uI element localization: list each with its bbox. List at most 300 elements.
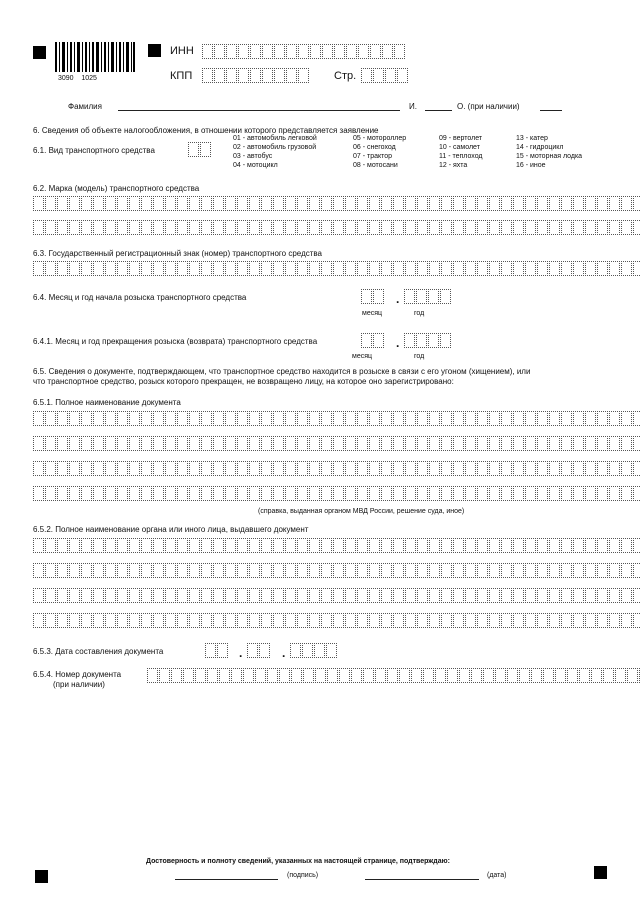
input-cell[interactable] bbox=[45, 588, 56, 603]
input-cell[interactable] bbox=[373, 68, 384, 83]
input-cell[interactable] bbox=[597, 411, 608, 426]
input-cell[interactable] bbox=[262, 68, 273, 83]
input-cell[interactable] bbox=[393, 436, 404, 451]
input-cell[interactable] bbox=[225, 261, 236, 276]
search-end-month-field[interactable] bbox=[361, 333, 385, 348]
input-cell[interactable] bbox=[428, 289, 439, 304]
input-cell[interactable] bbox=[549, 261, 560, 276]
input-cell[interactable] bbox=[561, 486, 572, 501]
input-cell[interactable] bbox=[621, 411, 632, 426]
input-cell[interactable] bbox=[393, 196, 404, 211]
input-cell[interactable] bbox=[105, 613, 116, 628]
input-cell[interactable] bbox=[45, 486, 56, 501]
input-cell[interactable] bbox=[105, 563, 116, 578]
input-cell[interactable] bbox=[513, 563, 524, 578]
input-cell[interactable] bbox=[189, 220, 200, 235]
input-cell[interactable] bbox=[213, 486, 224, 501]
input-cell[interactable] bbox=[441, 411, 452, 426]
input-cell[interactable] bbox=[345, 411, 356, 426]
input-cell[interactable] bbox=[615, 668, 626, 683]
input-cell[interactable] bbox=[93, 261, 104, 276]
document-date-day-field[interactable] bbox=[205, 643, 229, 658]
input-cell[interactable] bbox=[285, 411, 296, 426]
input-cell[interactable] bbox=[381, 411, 392, 426]
input-cell[interactable] bbox=[585, 563, 596, 578]
input-cell[interactable] bbox=[585, 261, 596, 276]
input-cell[interactable] bbox=[189, 613, 200, 628]
input-cell[interactable] bbox=[279, 668, 290, 683]
input-cell[interactable] bbox=[57, 261, 68, 276]
input-cell[interactable] bbox=[345, 613, 356, 628]
input-cell[interactable] bbox=[247, 643, 258, 658]
input-cell[interactable] bbox=[405, 538, 416, 553]
input-cell[interactable] bbox=[315, 668, 326, 683]
input-cell[interactable] bbox=[361, 333, 372, 348]
input-cell[interactable] bbox=[177, 538, 188, 553]
input-cell[interactable] bbox=[597, 613, 608, 628]
input-cell[interactable] bbox=[298, 68, 309, 83]
input-cell[interactable] bbox=[117, 261, 128, 276]
input-cell[interactable] bbox=[513, 588, 524, 603]
input-cell[interactable] bbox=[225, 411, 236, 426]
input-cell[interactable] bbox=[549, 563, 560, 578]
input-cell[interactable] bbox=[57, 588, 68, 603]
input-cell[interactable] bbox=[189, 411, 200, 426]
input-cell[interactable] bbox=[93, 220, 104, 235]
input-cell[interactable] bbox=[633, 411, 640, 426]
input-cell[interactable] bbox=[57, 196, 68, 211]
input-cell[interactable] bbox=[453, 613, 464, 628]
input-cell[interactable] bbox=[205, 643, 216, 658]
input-cell[interactable] bbox=[105, 261, 116, 276]
document-date-month-field[interactable] bbox=[247, 643, 271, 658]
input-cell[interactable] bbox=[231, 668, 242, 683]
input-cell[interactable] bbox=[207, 668, 218, 683]
input-cell[interactable] bbox=[333, 261, 344, 276]
input-cell[interactable] bbox=[217, 643, 228, 658]
input-cell[interactable] bbox=[153, 411, 164, 426]
input-cell[interactable] bbox=[57, 486, 68, 501]
input-cell[interactable] bbox=[585, 613, 596, 628]
input-cell[interactable] bbox=[201, 461, 212, 476]
input-cell[interactable] bbox=[453, 588, 464, 603]
input-cell[interactable] bbox=[435, 668, 446, 683]
input-cell[interactable] bbox=[201, 220, 212, 235]
input-cell[interactable] bbox=[213, 461, 224, 476]
input-cell[interactable] bbox=[261, 613, 272, 628]
input-cell[interactable] bbox=[117, 538, 128, 553]
input-cell[interactable] bbox=[585, 538, 596, 553]
input-cell[interactable] bbox=[357, 461, 368, 476]
input-cell[interactable] bbox=[237, 220, 248, 235]
input-cell[interactable] bbox=[345, 588, 356, 603]
input-cell[interactable] bbox=[93, 486, 104, 501]
input-cell[interactable] bbox=[501, 461, 512, 476]
input-cell[interactable] bbox=[153, 538, 164, 553]
input-cell[interactable] bbox=[441, 588, 452, 603]
input-cell[interactable] bbox=[285, 261, 296, 276]
input-cell[interactable] bbox=[525, 538, 536, 553]
input-cell[interactable] bbox=[357, 261, 368, 276]
input-cell[interactable] bbox=[69, 196, 80, 211]
input-cell[interactable] bbox=[117, 613, 128, 628]
input-cell[interactable] bbox=[339, 668, 350, 683]
input-cell[interactable] bbox=[357, 613, 368, 628]
input-cell[interactable] bbox=[273, 486, 284, 501]
input-cell[interactable] bbox=[141, 411, 152, 426]
input-cell[interactable] bbox=[627, 668, 638, 683]
input-cell[interactable] bbox=[261, 220, 272, 235]
input-cell[interactable] bbox=[525, 196, 536, 211]
input-cell[interactable] bbox=[416, 333, 427, 348]
input-cell[interactable] bbox=[201, 613, 212, 628]
input-cell[interactable] bbox=[45, 261, 56, 276]
input-cell[interactable] bbox=[249, 538, 260, 553]
input-cell[interactable] bbox=[369, 461, 380, 476]
input-cell[interactable] bbox=[81, 563, 92, 578]
input-cell[interactable] bbox=[597, 220, 608, 235]
document-number-field[interactable] bbox=[147, 668, 640, 683]
input-cell[interactable] bbox=[105, 588, 116, 603]
input-cell[interactable] bbox=[370, 44, 381, 59]
input-cell[interactable] bbox=[501, 486, 512, 501]
input-cell[interactable] bbox=[225, 538, 236, 553]
input-cell[interactable] bbox=[573, 461, 584, 476]
input-cell[interactable] bbox=[477, 461, 488, 476]
input-cell[interactable] bbox=[333, 538, 344, 553]
input-cell[interactable] bbox=[381, 588, 392, 603]
input-cell[interactable] bbox=[417, 563, 428, 578]
input-cell[interactable] bbox=[297, 436, 308, 451]
input-cell[interactable] bbox=[201, 563, 212, 578]
input-cell[interactable] bbox=[165, 563, 176, 578]
input-cell[interactable] bbox=[405, 588, 416, 603]
input-cell[interactable] bbox=[357, 411, 368, 426]
input-cell[interactable] bbox=[501, 613, 512, 628]
input-cell[interactable] bbox=[129, 220, 140, 235]
input-cell[interactable] bbox=[57, 613, 68, 628]
input-cell[interactable] bbox=[171, 668, 182, 683]
input-cell[interactable] bbox=[519, 668, 530, 683]
input-cell[interactable] bbox=[507, 668, 518, 683]
input-cell[interactable] bbox=[621, 461, 632, 476]
input-cell[interactable] bbox=[393, 411, 404, 426]
input-cell[interactable] bbox=[428, 333, 439, 348]
input-cell[interactable] bbox=[129, 261, 140, 276]
input-cell[interactable] bbox=[69, 588, 80, 603]
input-cell[interactable] bbox=[357, 563, 368, 578]
input-cell[interactable] bbox=[201, 196, 212, 211]
input-cell[interactable] bbox=[297, 220, 308, 235]
input-cell[interactable] bbox=[321, 436, 332, 451]
document-name-field-line-4[interactable] bbox=[33, 486, 640, 501]
input-cell[interactable] bbox=[579, 668, 590, 683]
input-cell[interactable] bbox=[285, 588, 296, 603]
input-cell[interactable] bbox=[321, 261, 332, 276]
input-cell[interactable] bbox=[489, 411, 500, 426]
input-cell[interactable] bbox=[93, 461, 104, 476]
input-cell[interactable] bbox=[633, 220, 640, 235]
input-cell[interactable] bbox=[357, 196, 368, 211]
document-name-field-line-3[interactable] bbox=[33, 461, 640, 476]
input-cell[interactable] bbox=[249, 613, 260, 628]
input-cell[interactable] bbox=[189, 436, 200, 451]
input-cell[interactable] bbox=[177, 563, 188, 578]
input-cell[interactable] bbox=[45, 461, 56, 476]
input-cell[interactable] bbox=[549, 538, 560, 553]
input-cell[interactable] bbox=[369, 220, 380, 235]
input-cell[interactable] bbox=[477, 436, 488, 451]
input-cell[interactable] bbox=[302, 643, 313, 658]
input-cell[interactable] bbox=[129, 538, 140, 553]
input-cell[interactable] bbox=[297, 461, 308, 476]
input-cell[interactable] bbox=[513, 538, 524, 553]
input-cell[interactable] bbox=[286, 44, 297, 59]
input-cell[interactable] bbox=[417, 588, 428, 603]
input-cell[interactable] bbox=[597, 196, 608, 211]
input-cell[interactable] bbox=[297, 261, 308, 276]
input-cell[interactable] bbox=[429, 261, 440, 276]
input-cell[interactable] bbox=[202, 44, 213, 59]
input-cell[interactable] bbox=[609, 461, 620, 476]
input-cell[interactable] bbox=[333, 613, 344, 628]
input-cell[interactable] bbox=[561, 411, 572, 426]
input-cell[interactable] bbox=[69, 436, 80, 451]
input-cell[interactable] bbox=[274, 44, 285, 59]
input-cell[interactable] bbox=[273, 461, 284, 476]
input-cell[interactable] bbox=[249, 436, 260, 451]
input-cell[interactable] bbox=[573, 411, 584, 426]
input-cell[interactable] bbox=[201, 588, 212, 603]
input-cell[interactable] bbox=[261, 261, 272, 276]
input-cell[interactable] bbox=[633, 436, 640, 451]
input-cell[interactable] bbox=[465, 538, 476, 553]
input-cell[interactable] bbox=[404, 289, 415, 304]
input-cell[interactable] bbox=[321, 538, 332, 553]
input-cell[interactable] bbox=[489, 538, 500, 553]
input-cell[interactable] bbox=[549, 486, 560, 501]
input-cell[interactable] bbox=[453, 563, 464, 578]
input-cell[interactable] bbox=[237, 613, 248, 628]
input-cell[interactable] bbox=[537, 486, 548, 501]
input-cell[interactable] bbox=[453, 261, 464, 276]
input-cell[interactable] bbox=[261, 196, 272, 211]
input-cell[interactable] bbox=[441, 461, 452, 476]
input-cell[interactable] bbox=[549, 411, 560, 426]
input-cell[interactable] bbox=[381, 486, 392, 501]
input-cell[interactable] bbox=[417, 613, 428, 628]
input-cell[interactable] bbox=[129, 461, 140, 476]
input-cell[interactable] bbox=[489, 563, 500, 578]
input-cell[interactable] bbox=[141, 538, 152, 553]
input-cell[interactable] bbox=[213, 436, 224, 451]
input-cell[interactable] bbox=[345, 261, 356, 276]
input-cell[interactable] bbox=[309, 563, 320, 578]
input-cell[interactable] bbox=[225, 563, 236, 578]
input-cell[interactable] bbox=[609, 563, 620, 578]
input-cell[interactable] bbox=[93, 613, 104, 628]
input-cell[interactable] bbox=[153, 588, 164, 603]
input-cell[interactable] bbox=[537, 411, 548, 426]
input-cell[interactable] bbox=[537, 436, 548, 451]
input-cell[interactable] bbox=[477, 563, 488, 578]
input-cell[interactable] bbox=[405, 436, 416, 451]
input-cell[interactable] bbox=[33, 436, 44, 451]
input-cell[interactable] bbox=[609, 220, 620, 235]
input-cell[interactable] bbox=[321, 613, 332, 628]
input-cell[interactable] bbox=[286, 68, 297, 83]
input-cell[interactable] bbox=[333, 411, 344, 426]
input-cell[interactable] bbox=[423, 668, 434, 683]
input-cell[interactable] bbox=[489, 486, 500, 501]
input-cell[interactable] bbox=[429, 563, 440, 578]
input-cell[interactable] bbox=[609, 261, 620, 276]
input-cell[interactable] bbox=[477, 538, 488, 553]
input-cell[interactable] bbox=[525, 411, 536, 426]
input-cell[interactable] bbox=[345, 461, 356, 476]
input-cell[interactable] bbox=[525, 613, 536, 628]
input-cell[interactable] bbox=[129, 411, 140, 426]
input-cell[interactable] bbox=[165, 196, 176, 211]
input-cell[interactable] bbox=[477, 196, 488, 211]
input-cell[interactable] bbox=[177, 261, 188, 276]
input-cell[interactable] bbox=[369, 588, 380, 603]
input-cell[interactable] bbox=[225, 486, 236, 501]
input-cell[interactable] bbox=[357, 436, 368, 451]
input-cell[interactable] bbox=[105, 411, 116, 426]
input-cell[interactable] bbox=[81, 486, 92, 501]
input-cell[interactable] bbox=[633, 613, 640, 628]
input-cell[interactable] bbox=[165, 220, 176, 235]
input-cell[interactable] bbox=[309, 261, 320, 276]
input-cell[interactable] bbox=[345, 538, 356, 553]
input-cell[interactable] bbox=[237, 588, 248, 603]
input-cell[interactable] bbox=[177, 196, 188, 211]
input-cell[interactable] bbox=[537, 613, 548, 628]
input-cell[interactable] bbox=[369, 538, 380, 553]
input-cell[interactable] bbox=[195, 668, 206, 683]
input-cell[interactable] bbox=[513, 411, 524, 426]
input-cell[interactable] bbox=[405, 563, 416, 578]
input-cell[interactable] bbox=[621, 220, 632, 235]
input-cell[interactable] bbox=[357, 538, 368, 553]
input-cell[interactable] bbox=[177, 588, 188, 603]
input-cell[interactable] bbox=[225, 613, 236, 628]
input-cell[interactable] bbox=[213, 196, 224, 211]
input-cell[interactable] bbox=[291, 668, 302, 683]
input-cell[interactable] bbox=[501, 436, 512, 451]
input-cell[interactable] bbox=[361, 289, 372, 304]
input-cell[interactable] bbox=[465, 411, 476, 426]
input-cell[interactable] bbox=[369, 261, 380, 276]
input-cell[interactable] bbox=[321, 563, 332, 578]
input-cell[interactable] bbox=[585, 436, 596, 451]
input-cell[interactable] bbox=[201, 261, 212, 276]
input-cell[interactable] bbox=[93, 436, 104, 451]
input-cell[interactable] bbox=[561, 563, 572, 578]
input-cell[interactable] bbox=[214, 44, 225, 59]
vehicle-brand-field-line-2[interactable] bbox=[33, 220, 640, 235]
input-cell[interactable] bbox=[525, 486, 536, 501]
input-cell[interactable] bbox=[369, 411, 380, 426]
input-cell[interactable] bbox=[297, 563, 308, 578]
input-cell[interactable] bbox=[597, 436, 608, 451]
input-cell[interactable] bbox=[373, 333, 384, 348]
input-cell[interactable] bbox=[561, 220, 572, 235]
input-cell[interactable] bbox=[477, 613, 488, 628]
input-cell[interactable] bbox=[633, 196, 640, 211]
input-cell[interactable] bbox=[81, 588, 92, 603]
input-cell[interactable] bbox=[453, 461, 464, 476]
input-cell[interactable] bbox=[298, 44, 309, 59]
input-cell[interactable] bbox=[273, 538, 284, 553]
input-cell[interactable] bbox=[129, 436, 140, 451]
input-cell[interactable] bbox=[45, 436, 56, 451]
date-field[interactable] bbox=[365, 879, 479, 880]
input-cell[interactable] bbox=[45, 411, 56, 426]
input-cell[interactable] bbox=[285, 461, 296, 476]
input-cell[interactable] bbox=[358, 44, 369, 59]
input-cell[interactable] bbox=[537, 563, 548, 578]
input-cell[interactable] bbox=[81, 220, 92, 235]
input-cell[interactable] bbox=[537, 588, 548, 603]
input-cell[interactable] bbox=[597, 461, 608, 476]
input-cell[interactable] bbox=[405, 411, 416, 426]
input-cell[interactable] bbox=[393, 538, 404, 553]
input-cell[interactable] bbox=[417, 538, 428, 553]
input-cell[interactable] bbox=[249, 461, 260, 476]
input-cell[interactable] bbox=[141, 613, 152, 628]
input-cell[interactable] bbox=[417, 486, 428, 501]
input-cell[interactable] bbox=[200, 142, 211, 157]
input-cell[interactable] bbox=[237, 436, 248, 451]
document-name-field-line-2[interactable] bbox=[33, 436, 640, 451]
input-cell[interactable] bbox=[105, 436, 116, 451]
input-cell[interactable] bbox=[561, 436, 572, 451]
input-cell[interactable] bbox=[501, 588, 512, 603]
input-cell[interactable] bbox=[45, 196, 56, 211]
input-cell[interactable] bbox=[561, 461, 572, 476]
input-cell[interactable] bbox=[201, 538, 212, 553]
input-cell[interactable] bbox=[285, 436, 296, 451]
input-cell[interactable] bbox=[93, 588, 104, 603]
inn-field[interactable] bbox=[202, 44, 406, 59]
input-cell[interactable] bbox=[153, 613, 164, 628]
input-cell[interactable] bbox=[129, 588, 140, 603]
input-cell[interactable] bbox=[81, 411, 92, 426]
input-cell[interactable] bbox=[69, 261, 80, 276]
input-cell[interactable] bbox=[57, 220, 68, 235]
input-cell[interactable] bbox=[261, 411, 272, 426]
input-cell[interactable] bbox=[573, 486, 584, 501]
input-cell[interactable] bbox=[459, 668, 470, 683]
input-cell[interactable] bbox=[369, 613, 380, 628]
input-cell[interactable] bbox=[33, 613, 44, 628]
input-cell[interactable] bbox=[57, 411, 68, 426]
input-cell[interactable] bbox=[310, 44, 321, 59]
input-cell[interactable] bbox=[129, 196, 140, 211]
input-cell[interactable] bbox=[440, 333, 451, 348]
input-cell[interactable] bbox=[346, 44, 357, 59]
input-cell[interactable] bbox=[489, 613, 500, 628]
input-cell[interactable] bbox=[314, 643, 325, 658]
input-cell[interactable] bbox=[273, 196, 284, 211]
input-cell[interactable] bbox=[285, 196, 296, 211]
input-cell[interactable] bbox=[633, 461, 640, 476]
input-cell[interactable] bbox=[393, 486, 404, 501]
input-cell[interactable] bbox=[381, 538, 392, 553]
input-cell[interactable] bbox=[609, 588, 620, 603]
